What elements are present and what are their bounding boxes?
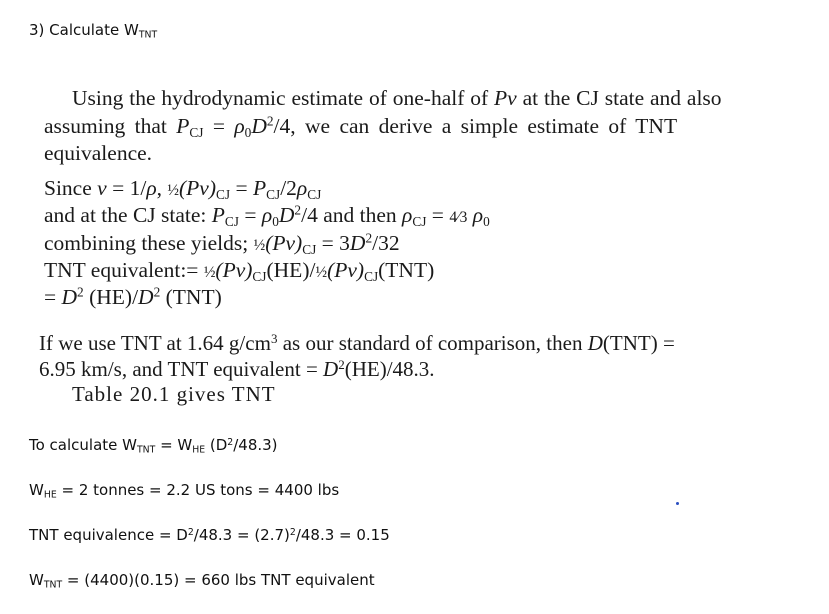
excerpt-p1-line1: Using the hydrodynamic estimate of one-half of Pv at the CJ state and also [72,86,722,110]
excerpt-p3-line2: 6.95 km/s, and TNT equivalent = $D^2(HE)/48.3$. [39,356,435,381]
heading-text: 3) Calculate W [29,21,139,39]
excerpt-p2-line2: and at the CJ state: $P_{CJ} = \rho_0D^2/4$ and then $\rho_{CJ}$ = 4⁄3 $\rho_0$ [44,202,490,229]
calc-line-2: $W_{HE} = 2$ tonnes = 2.2 US tons = 4400 lbs [29,481,340,501]
calc-line-3: TNT equivalence = $D^2/48.3 = (2.7)^2/48.3 = 0.15$ [29,526,390,544]
excerpt-p1-line3: equivalence. [44,141,153,165]
excerpt-p1-line2: assuming that $P_{CJ} = \rho_0D^2/4$, we can derive a simple estimate of TNT [44,113,678,140]
section-heading [29,21,157,39]
excerpt-p2-line1: Since v = 1/ρ, $\frac{1}{2}(Pv)_{CJ} = P_{CJ}/2\rho_{CJ}$ [44,176,322,202]
excerpt-p2-line3: combining these yields; $\frac{1}{2}(Pv)_{CJ} = 3D^2/32$ [44,230,400,257]
heading-subscript: TNT [138,29,158,41]
stray-dot-mark [676,502,679,505]
excerpt-p2-line5: = $D^2$ $(HE)/D^2$ (TNT) [44,284,222,309]
excerpt-cutoff-line: Table 20.1 gives TNT [72,382,276,406]
calc-line-1: To calculate $W_{TNT} = W_{HE}$ $(D^2/48.3)$ [29,436,278,456]
textbook-excerpt-image [30,78,820,406]
excerpt-p2-line4: TNT equivalent:= $\frac{1}{2}(Pv)_{CJ}(HE)/\frac{1}{2}(Pv)_{CJ}(TNT)$ [44,258,435,284]
calc-line-4: $W_{TNT} = (4400)(0.15) = 660$ lbs TNT equivalent [29,571,375,591]
excerpt-p3-line1: If we use TNT at 1.64 $g/cm^3$ as our standard of comparison, then D(TNT) = [39,330,675,355]
